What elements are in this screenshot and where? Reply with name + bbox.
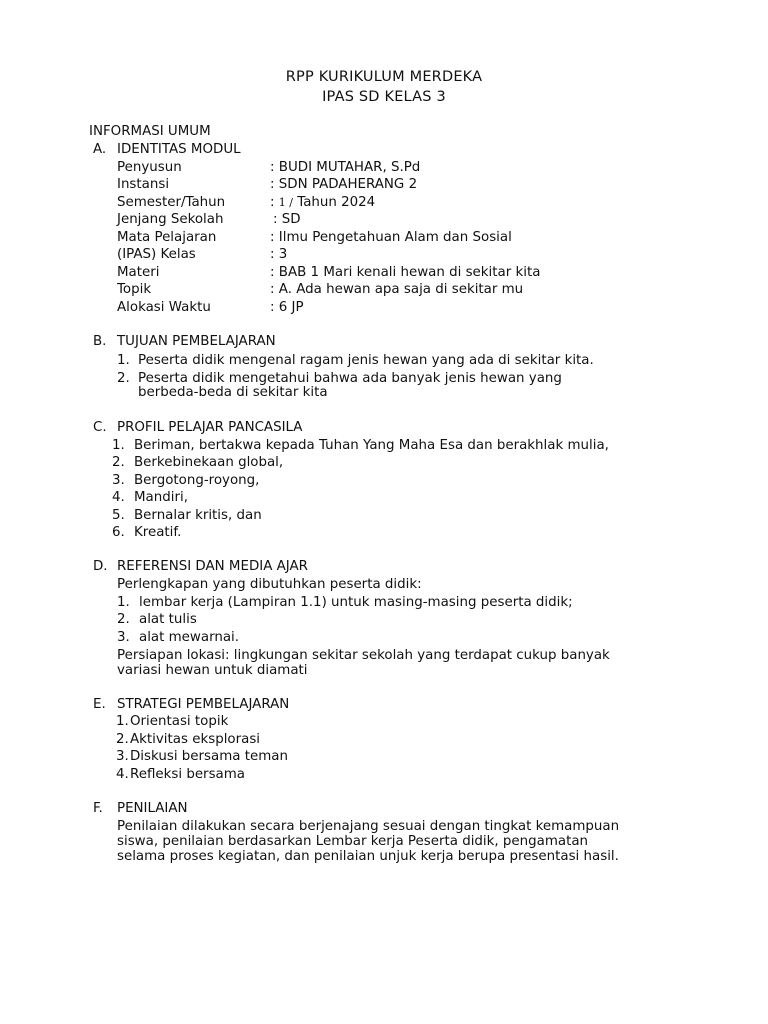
- identity-value-topik: : A. Ada hewan apa saja di sekitar mu: [270, 282, 524, 297]
- strategi-num-2: 2.: [116, 732, 129, 747]
- penilaian-line-1: Penilaian dilakukan secara berjenajang sesuai dengan tingkat kemampuan: [117, 819, 620, 834]
- identity-value-jenjang: : SD: [273, 212, 301, 227]
- strategi-num-1: 1.: [116, 714, 129, 729]
- referensi-text-3: alat mewarnai.: [139, 630, 240, 645]
- section-a-letter: A.: [93, 142, 107, 157]
- profil-num-4: 4.: [112, 490, 125, 505]
- referensi-text-2: alat tulis: [139, 612, 197, 627]
- section-b-letter: B.: [93, 334, 107, 349]
- strategi-text-3: Diskusi bersama teman: [130, 749, 288, 764]
- identity-value-alokasi: : 6 JP: [270, 300, 304, 315]
- strategi-text-4: Refleksi bersama: [130, 767, 245, 782]
- identity-value-mapel: : Ilmu Pengetahuan Alam dan Sosial: [270, 230, 512, 245]
- identity-label-instansi: Instansi: [117, 177, 170, 192]
- semester-colon: :: [270, 195, 279, 210]
- strategi-num-4: 4.: [116, 767, 129, 782]
- profil-text-2: Berkebinekaan global,: [134, 455, 284, 470]
- identity-label-penyusun: Penyusun: [117, 160, 182, 175]
- profil-num-6: 6.: [112, 525, 125, 540]
- profil-text-3: Bergotong-royong,: [134, 473, 260, 488]
- referensi-num-2: 2.: [117, 612, 130, 627]
- section-e-heading: STRATEGI PEMBELAJARAN: [117, 697, 290, 712]
- section-f-heading: PENILAIAN: [117, 801, 188, 816]
- referensi-num-1: 1.: [117, 595, 130, 610]
- identity-value-instansi: : SDN PADAHERANG 2: [270, 177, 418, 192]
- identity-label-materi: Materi: [117, 265, 160, 280]
- referensi-intro: Perlengkapan yang dibutuhkan peserta didik:: [117, 577, 422, 592]
- penilaian-line-2: siswa, penilaian berdasarkan Lembar kerja Peserta didik, pengamatan: [117, 834, 589, 849]
- tujuan-text-2: Peserta didik mengetahui bahwa ada banyak jenis hewan yang: [138, 371, 562, 386]
- persiapan-lokasi-line-1: Persiapan lokasi: lingkungan sekitar sekolah yang terdapat cukup banyak: [117, 648, 610, 663]
- identity-value-kelas: : 3: [270, 247, 288, 262]
- identity-value-penyusun: : BUDI MUTAHAR, S.Pd: [270, 160, 421, 175]
- referensi-text-1: lembar kerja (Lampiran 1.1) untuk masing-masing peserta didik;: [139, 595, 573, 610]
- section-e-letter: E.: [93, 697, 106, 712]
- identity-label-mapel: Mata Pelajaran: [117, 230, 217, 245]
- penilaian-line-3: selama proses kegiatan, dan penilaian unjuk kerja berupa presentasi hasil.: [117, 849, 619, 864]
- strategi-text-1: Orientasi topik: [130, 714, 229, 729]
- profil-text-1: Beriman, bertakwa kepada Tuhan Yang Maha Esa dan berakhlak mulia,: [134, 438, 609, 453]
- tujuan-num-1: 1.: [117, 353, 130, 368]
- strategi-text-2: Aktivitas eksplorasi: [130, 732, 261, 747]
- tujuan-num-2: 2.: [117, 371, 130, 386]
- section-d-heading: REFERENSI DAN MEDIA AJAR: [117, 559, 308, 574]
- strategi-num-3: 3.: [116, 749, 129, 764]
- referensi-num-3: 3.: [117, 630, 130, 645]
- identity-label-semester: Semester/Tahun: [117, 195, 226, 210]
- profil-text-5: Bernalar kritis, dan: [134, 508, 262, 523]
- document-subtitle: IPAS SD KELAS 3: [322, 89, 446, 105]
- section-a-heading: IDENTITAS MODUL: [117, 142, 241, 157]
- semester-year: Tahun 2024: [292, 195, 376, 210]
- identity-label-jenjang: Jenjang Sekolah: [117, 212, 224, 227]
- profil-num-3: 3.: [112, 473, 125, 488]
- profil-num-1: 1.: [112, 438, 125, 453]
- tujuan-text-2-cont: berbeda-beda di sekitar kita: [138, 385, 328, 400]
- profil-text-6: Kreatif.: [134, 525, 182, 540]
- identity-label-alokasi: Alokasi Waktu: [117, 300, 211, 315]
- section-c-heading: PROFIL PELAJAR PANCASILA: [117, 420, 303, 435]
- semester-number: 1 /: [278, 196, 293, 209]
- document-title: RPP KURIKULUM MERDEKA: [285, 69, 483, 85]
- section-f-letter: F.: [93, 801, 103, 816]
- section-b-heading: TUJUAN PEMBELAJARAN: [117, 334, 276, 349]
- informasi-umum-heading: INFORMASI UMUM: [89, 124, 211, 139]
- identity-value-semester: [270, 195, 375, 211]
- identity-label-kelas: (IPAS) Kelas: [117, 247, 196, 262]
- tujuan-text-1: Peserta didik mengenal ragam jenis hewan yang ada di sekitar kita.: [138, 353, 594, 368]
- persiapan-lokasi-line-2: variasi hewan untuk diamati: [117, 663, 308, 678]
- profil-num-5: 5.: [112, 508, 125, 523]
- profil-num-2: 2.: [112, 455, 125, 470]
- identity-label-topik: Topik: [117, 282, 152, 297]
- identity-value-materi: : BAB 1 Mari kenali hewan di sekitar kita: [270, 265, 541, 280]
- section-c-letter: C.: [93, 420, 107, 435]
- profil-text-4: Mandiri,: [134, 490, 188, 505]
- section-d-letter: D.: [93, 559, 108, 574]
